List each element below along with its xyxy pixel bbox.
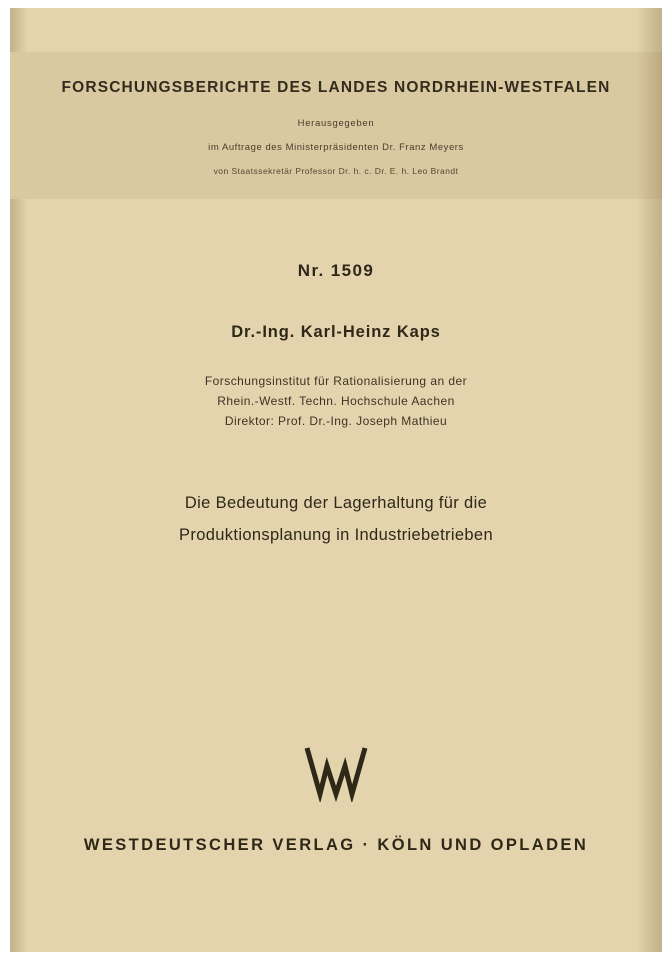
affiliation-line: Forschungsinstitut für Rationalisierung an der bbox=[204, 374, 468, 388]
report-number: Nr. 1509 bbox=[297, 261, 375, 280]
work-title bbox=[10, 487, 662, 551]
affiliation-line: Rhein.-Westf. Techn. Hochschule Aachen bbox=[217, 394, 455, 408]
cover-body bbox=[10, 199, 662, 952]
westdeutscher-verlag-w-icon bbox=[303, 744, 369, 802]
affiliation-line: Direktor: Prof. Dr.-Ing. Joseph Mathieu bbox=[224, 414, 448, 428]
published-by-label: Herausgegeben bbox=[297, 118, 375, 129]
series-title: FORSCHUNGSBERICHTE DES LANDES NORDRHEIN-WESTFALEN bbox=[61, 79, 611, 96]
book-cover bbox=[10, 8, 662, 952]
author-name: Dr.-Ing. Karl-Heinz Kaps bbox=[231, 323, 441, 341]
work-title-line: Die Bedeutung der Lagerhaltung für die bbox=[184, 494, 488, 512]
affiliation-block bbox=[10, 371, 662, 431]
work-title-line: Produktionsplanung in Industriebetrieben bbox=[179, 526, 493, 544]
publisher-logo bbox=[10, 744, 662, 802]
header-band bbox=[10, 52, 662, 199]
publisher-name: WESTDEUTSCHER VERLAG · KÖLN UND OPLADEN bbox=[83, 836, 589, 854]
editor-line-1: im Auftrage des Ministerpräsidenten Dr. Franz Meyers bbox=[208, 142, 464, 153]
editor-line-2: von Staatssekretär Professor Dr. h. c. Dr. E. h. Leo Brandt bbox=[213, 166, 459, 176]
